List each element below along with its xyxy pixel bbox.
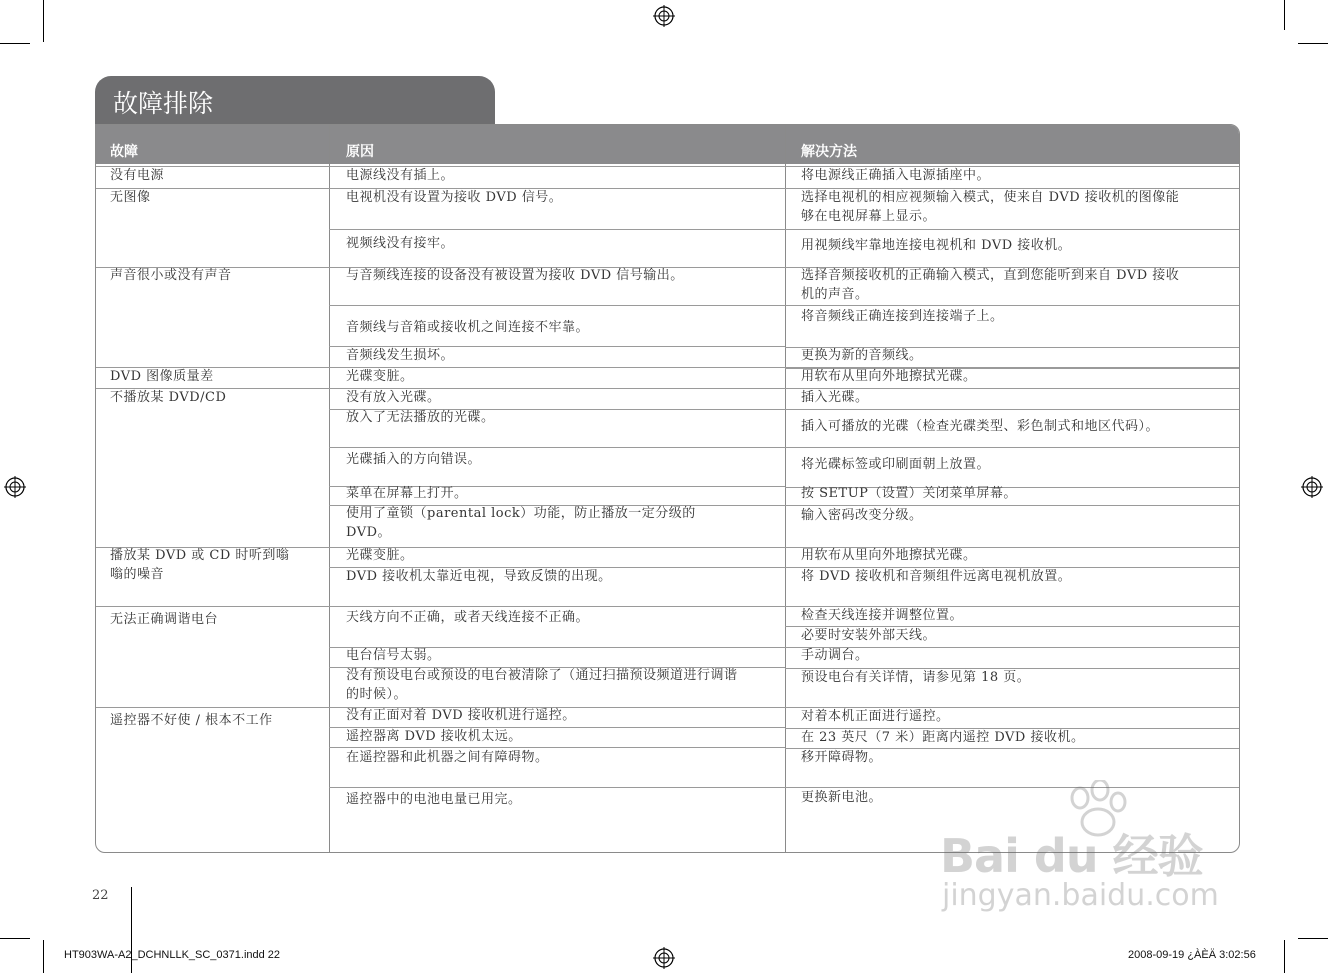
- cause-cell: 音频线发生损坏。: [346, 348, 455, 363]
- registration-mark-icon: [1301, 476, 1323, 498]
- cause-cell: 音频线与音箱或接收机之间连接不牢靠。: [346, 320, 590, 335]
- cause-cell: 光碟变脏。: [346, 548, 414, 563]
- table-header: [96, 125, 1239, 164]
- header-cause: 原因: [346, 144, 374, 160]
- solution-cell: 插入光碟。: [801, 390, 869, 405]
- cause-cell: 没有正面对着 DVD 接收机进行遥控。: [346, 708, 576, 723]
- crop-mark: [1284, 940, 1285, 973]
- row-divider: [785, 409, 1239, 410]
- row-divider: [329, 787, 785, 788]
- header-solution: 解决方法: [801, 144, 857, 160]
- solution-cell: 选择音频接收机的正确输入模式，直到您能听到来自 DVD 接收 机的声音。: [801, 268, 1180, 302]
- solution-cell: 用软布从里向外地擦拭光碟。: [801, 548, 977, 563]
- fault-cell: 无法正确调谐电台: [110, 612, 219, 627]
- cause-cell: 视频线没有接牢。: [346, 236, 455, 251]
- solution-cell: 检查天线连接并调整位置。: [801, 608, 964, 623]
- registration-mark-icon: [4, 476, 26, 498]
- section-title: 故障排除: [113, 89, 214, 118]
- column-divider: [785, 125, 786, 852]
- row-divider: [329, 447, 785, 448]
- fault-cell: 遥控器不好使 / 根本不工作: [110, 713, 273, 728]
- cause-cell: 光碟变脏。: [346, 369, 414, 384]
- cause-cell: 遥控器离 DVD 接收机太远。: [346, 729, 522, 744]
- cause-cell: DVD 接收机太靠近电视，导致反馈的出现。: [346, 569, 612, 584]
- solution-cell: 预设电台有关详情，请参见第 18 页。: [801, 670, 1031, 685]
- watermark-brand: Bai du 经验: [940, 829, 1203, 883]
- page-number: 22: [92, 888, 109, 903]
- solution-cell: 用软布从里向外地擦拭光碟。: [801, 369, 977, 384]
- solution-cell: 将 DVD 接收机和音频组件远离电视机放置。: [801, 569, 1072, 584]
- column-divider: [329, 125, 330, 852]
- fault-cell: 播放某 DVD 或 CD 时听到嗡 嗡的噪音: [110, 548, 290, 582]
- watermark-url: jingyan.baidu.com: [942, 878, 1219, 913]
- solution-cell: 选择电视机的相应视频输入模式，使来自 DVD 接收机的图像能 够在电视屏幕上显示。: [801, 190, 1180, 224]
- solution-cell: 按 SETUP（设置）关闭菜单屏幕。: [801, 486, 1017, 501]
- crop-mark: [43, 0, 44, 42]
- header-fault: 故障: [110, 144, 138, 160]
- solution-cell: 更换为新的音频线。: [801, 348, 923, 363]
- solution-cell: 手动调台。: [801, 648, 869, 663]
- fault-cell: DVD 图像质量差: [110, 369, 214, 384]
- cause-cell: 天线方向不正确，或者天线连接不正确。: [346, 610, 590, 625]
- cause-cell: 放入了无法播放的光碟。: [346, 410, 495, 425]
- solution-cell: 将电源线正确插入电源插座中。: [801, 168, 991, 183]
- fault-cell: 不播放某 DVD/CD: [110, 390, 227, 405]
- cause-cell: 电台信号太弱。: [346, 648, 441, 663]
- row-divider: [785, 229, 1239, 230]
- cause-cell: 没有放入光碟。: [346, 390, 441, 405]
- fault-cell: 声音很小或没有声音: [110, 268, 232, 283]
- solution-cell: 在 23 英尺（7 米）距离内遥控 DVD 接收机。: [801, 730, 1085, 745]
- fault-cell: 没有电源: [110, 168, 165, 183]
- footer-timestamp: 2008-09-19 ¿ÀÈÄ 3:02:56: [1128, 949, 1256, 961]
- row-divider: [785, 305, 1239, 306]
- cause-cell: 菜单在屏幕上打开。: [346, 486, 468, 501]
- cause-cell: 没有预设电台或预设的电台被清除了（通过扫描预设频道进行调谐 的时候）。: [346, 668, 738, 702]
- solution-cell: 用视频线牢靠地连接电视机和 DVD 接收机。: [801, 238, 1072, 253]
- cause-cell: 光碟插入的方向错误。: [346, 452, 482, 467]
- cause-cell: 使用了童锁（parental lock）功能，防止播放一定分级的 DVD。: [346, 506, 696, 540]
- solution-cell: 更换新电池。: [801, 790, 883, 805]
- row-divider: [329, 229, 785, 230]
- section-tab: [95, 76, 495, 126]
- cause-cell: 在遥控器和此机器之间有障碍物。: [346, 750, 549, 765]
- footer-file-info: HT903WA-A2_DCHNLLK_SC_0371.indd 22: [64, 949, 281, 961]
- row-divider: [785, 447, 1239, 448]
- row-divider: [329, 305, 785, 306]
- solution-cell: 将光碟标签或印刷面朝上放置。: [801, 457, 991, 472]
- baidu-jingyan-watermark: [940, 780, 1250, 920]
- crop-mark: [1298, 938, 1328, 939]
- solution-cell: 移开障碍物。: [801, 750, 883, 765]
- solution-cell: 输入密码改变分级。: [801, 508, 923, 523]
- registration-mark-icon: [653, 5, 675, 27]
- crop-mark: [1298, 43, 1328, 44]
- solution-cell: 插入可播放的光碟（检查光碟类型、彩色制式和地区代码）。: [801, 419, 1160, 434]
- solution-cell: 必要时安装外部天线。: [801, 628, 937, 643]
- cause-cell: 与音频线连接的设备没有被设置为接收 DVD 信号输出。: [346, 268, 684, 283]
- cause-cell: 遥控器中的电池电量已用完。: [346, 792, 522, 807]
- cause-cell: 电视机没有设置为接收 DVD 信号。: [346, 190, 563, 205]
- fault-cell: 无图像: [110, 190, 151, 205]
- crop-mark: [0, 938, 30, 939]
- troubleshooting-table: [95, 124, 1240, 853]
- crop-mark: [1284, 0, 1285, 30]
- crop-mark: [0, 43, 30, 44]
- registration-mark-icon: [653, 947, 675, 969]
- solution-cell: 对着本机正面进行遥控。: [801, 709, 950, 724]
- cause-cell: 电源线没有插上。: [346, 168, 455, 183]
- crop-mark: [43, 940, 44, 973]
- solution-cell: 将音频线正确连接到连接端子上。: [801, 309, 1004, 324]
